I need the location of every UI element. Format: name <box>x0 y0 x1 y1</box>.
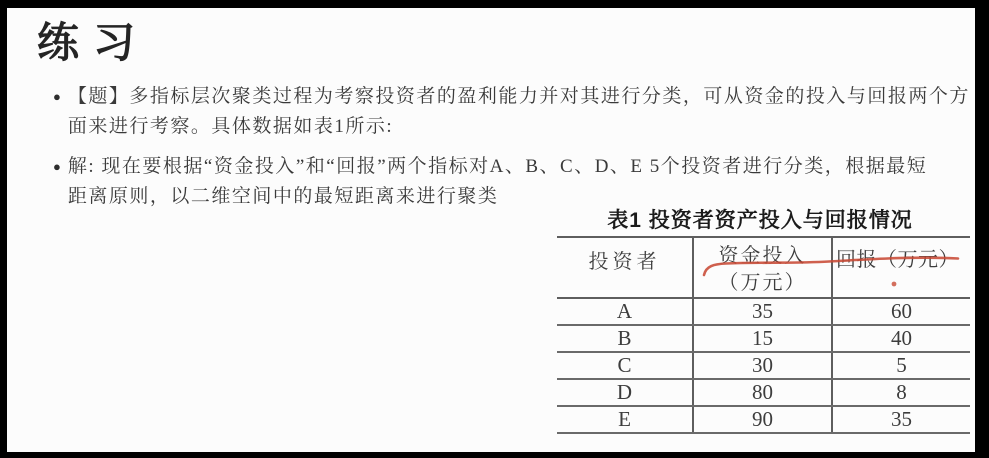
investor-data-table <box>557 236 970 434</box>
cell-investment: 90 <box>693 406 832 433</box>
cell-return: 35 <box>832 406 970 433</box>
cell-investor: A <box>557 298 693 325</box>
header-investment-line-2: （万元） <box>718 272 807 294</box>
header-investor: 投资者 <box>557 237 693 298</box>
header-return: 回报（万元） <box>832 237 970 298</box>
table-caption: 表1 投资者资产投入与回报情况 <box>607 209 913 232</box>
cell-return: 60 <box>832 298 970 325</box>
cell-investor: D <box>557 379 693 406</box>
cell-investment: 35 <box>693 298 832 325</box>
bullet-item-solution <box>53 152 927 212</box>
table-row <box>557 379 970 406</box>
header-investment <box>693 237 832 298</box>
cell-investor: C <box>557 352 693 379</box>
problem-text-line-2: 面来进行考察。具体数据如表1所示: <box>67 116 394 137</box>
page-title: 练习 <box>37 21 150 67</box>
cell-investment: 15 <box>693 325 832 352</box>
header-investment-line-1: 资金投入 <box>718 245 807 267</box>
table-header-row <box>557 237 970 298</box>
bullet-icon: ● <box>53 89 61 104</box>
bullet-icon: ● <box>53 159 61 174</box>
table-row <box>557 325 970 352</box>
problem-text <box>68 82 970 142</box>
cell-investment: 30 <box>693 352 832 379</box>
cell-return: 40 <box>832 325 970 352</box>
cell-investor: B <box>557 325 693 352</box>
cell-return: 5 <box>832 352 970 379</box>
problem-text-line-1: 【题】多指标层次聚类过程为考察投资者的盈利能力并对其进行分类，可从资金的投入与回报两个方 <box>67 86 970 107</box>
cell-investor: E <box>557 406 693 433</box>
solution-text-line-1: 解: 现在要根据“资金投入”和“回报”两个指标对A、B、C、D、E 5个投资者进行分类，根据最短 <box>67 156 928 177</box>
table-row <box>557 352 970 379</box>
solution-text-line-2: 距离原则，以二维空间中的最短距离来进行聚类 <box>67 186 499 207</box>
cell-return: 8 <box>832 379 970 406</box>
bullet-item-problem <box>53 82 970 142</box>
solution-text <box>68 152 927 212</box>
cell-investment: 80 <box>693 379 832 406</box>
slide-page <box>7 8 975 452</box>
table-row <box>557 406 970 433</box>
table-row <box>557 298 970 325</box>
